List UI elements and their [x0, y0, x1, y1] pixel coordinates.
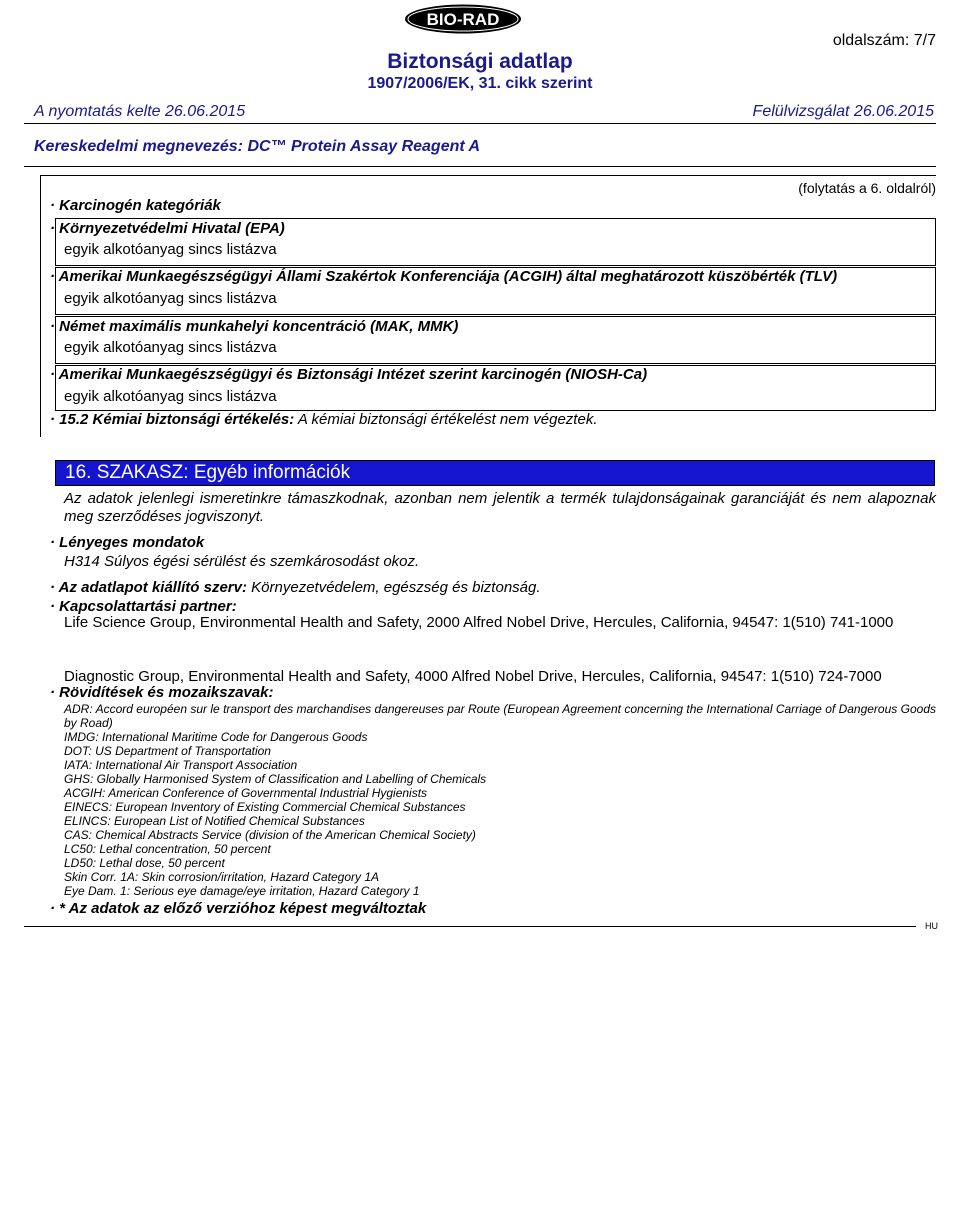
changed-data-note: · * Az adatok az előző verzióhoz képest megváltoztak	[50, 900, 427, 917]
trade-name: Kereskedelmi megnevezés: DC™ Protein Assay Reagent A	[34, 138, 481, 155]
tlv-heading: · Amerikai Munkaegészségügyi Állami Szakértok Konferenciája (ACGIH) által meghatározott küszöbérték (TLV)	[50, 268, 838, 285]
continuation-note: (folytatás a 6. oldalról)	[798, 180, 936, 196]
relevant-phrases-value: H314 Súlyos égési sérülést és szemkárosodást okoz.	[64, 553, 420, 570]
mak-heading: · Német maximális munkahelyi koncentráció (MAK, MMK)	[50, 318, 459, 335]
mak-value: egyik alkotóanyag sincs listázva	[64, 339, 277, 356]
print-date: A nyomtatás kelte 26.06.2015	[34, 103, 246, 120]
epa-value: egyik alkotóanyag sincs listázva	[64, 241, 277, 258]
language-code: HU	[925, 921, 938, 931]
contact-label: · Kapcsolattartási partner:	[50, 598, 237, 615]
abbreviation-item: IMDG: International Maritime Code for Dangerous Goods	[64, 730, 368, 744]
footer-divider	[24, 926, 916, 927]
revision-date: Felülvizsgálat 26.06.2015	[752, 103, 934, 120]
contact-diagnostic: Diagnostic Group, Environmental Health and Safety, 4000 Alfred Nobel Drive, Hercules, California, 94547: 1(510) 724-7000	[64, 668, 882, 685]
section16-header	[55, 460, 935, 486]
abbreviation-adr: ADR: Accord européen sur le transport des marchandises dangereuses par Route (European Agreement concerning the International Carriage of Dangerous Goods by Road)	[64, 702, 936, 730]
chemical-safety-value: A kémiai biztonsági értékelést nem végeztek.	[297, 411, 598, 428]
abbreviation-item: GHS: Globally Harmonised System of Classification and Labelling of Chemicals	[64, 772, 487, 786]
epa-heading: · Környezetvédelmi Hivatal (EPA)	[50, 220, 285, 237]
abbreviation-item: Skin Corr. 1A: Skin corrosion/irritation, Hazard Category 1A	[64, 870, 380, 884]
document-title: Biztonsági adatlap	[387, 50, 573, 73]
relevant-phrases-label: · Lényeges mondatok	[50, 534, 205, 551]
niosh-value: egyik alkotóanyag sincs listázva	[64, 388, 277, 405]
carcinogen-heading: · Karcinogén kategóriák	[50, 197, 221, 214]
chemical-safety-assessment	[50, 411, 597, 428]
abbreviation-item: CAS: Chemical Abstracts Service (division of the American Chemical Society)	[64, 828, 476, 842]
issuer-label: · Az adatlapot kiállító szerv:	[50, 579, 247, 596]
abbreviation-item: EINECS: European Inventory of Existing Commercial Chemical Substances	[64, 800, 466, 814]
abbreviation-item: IATA: International Air Transport Association	[64, 758, 298, 772]
abbreviation-item: ACGIH: American Conference of Governmental Industrial Hygienists	[64, 786, 428, 800]
tlv-value: egyik alkotóanyag sincs listázva	[64, 290, 277, 307]
abbreviation-item: DOT: US Department of Transportation	[64, 744, 271, 758]
abbreviations-label: · Rövidítések és mozaikszavak:	[50, 684, 274, 701]
chemical-safety-label: · 15.2 Kémiai biztonsági értékelés:	[50, 411, 295, 428]
abbreviation-item: LD50: Lethal dose, 50 percent	[64, 856, 225, 870]
logo-text: BIO-RAD	[426, 10, 500, 29]
abbreviation-item: ELINCS: European List of Notified Chemical Substances	[64, 814, 365, 828]
issuer-value: Környezetvédelem, egészség és biztonság.	[251, 579, 541, 596]
issuer-line	[50, 579, 541, 596]
header-divider	[24, 123, 936, 124]
trade-name-divider	[24, 166, 936, 167]
contact-life-science: Life Science Group, Environmental Health and Safety, 2000 Alfred Nobel Drive, Hercules, California, 94547: 1(510) 741-1000	[64, 614, 894, 631]
bio-rad-logo	[404, 4, 522, 34]
niosh-heading: · Amerikai Munkaegészségügyi és Biztonsági Intézet szerint karcinogén (NIOSH-Ca)	[50, 366, 648, 383]
section16-title: 16. SZAKASZ: Egyéb információk	[65, 462, 351, 483]
abbreviation-item: LC50: Lethal concentration, 50 percent	[64, 842, 271, 856]
page-number: oldalszám: 7/7	[832, 32, 936, 49]
abbreviation-item: Eye Dam. 1: Serious eye damage/eye irritation, Hazard Category 1	[64, 884, 420, 898]
document-subtitle: 1907/2006/EK, 31. cikk szerint	[367, 75, 593, 92]
disclaimer-paragraph: Az adatok jelenlegi ismeretinkre támaszkodnak, azonban nem jelentik a termék tulajdonságainak garanciáját és nem alapoznak meg szerződéses jogviszonyt.	[64, 490, 936, 525]
